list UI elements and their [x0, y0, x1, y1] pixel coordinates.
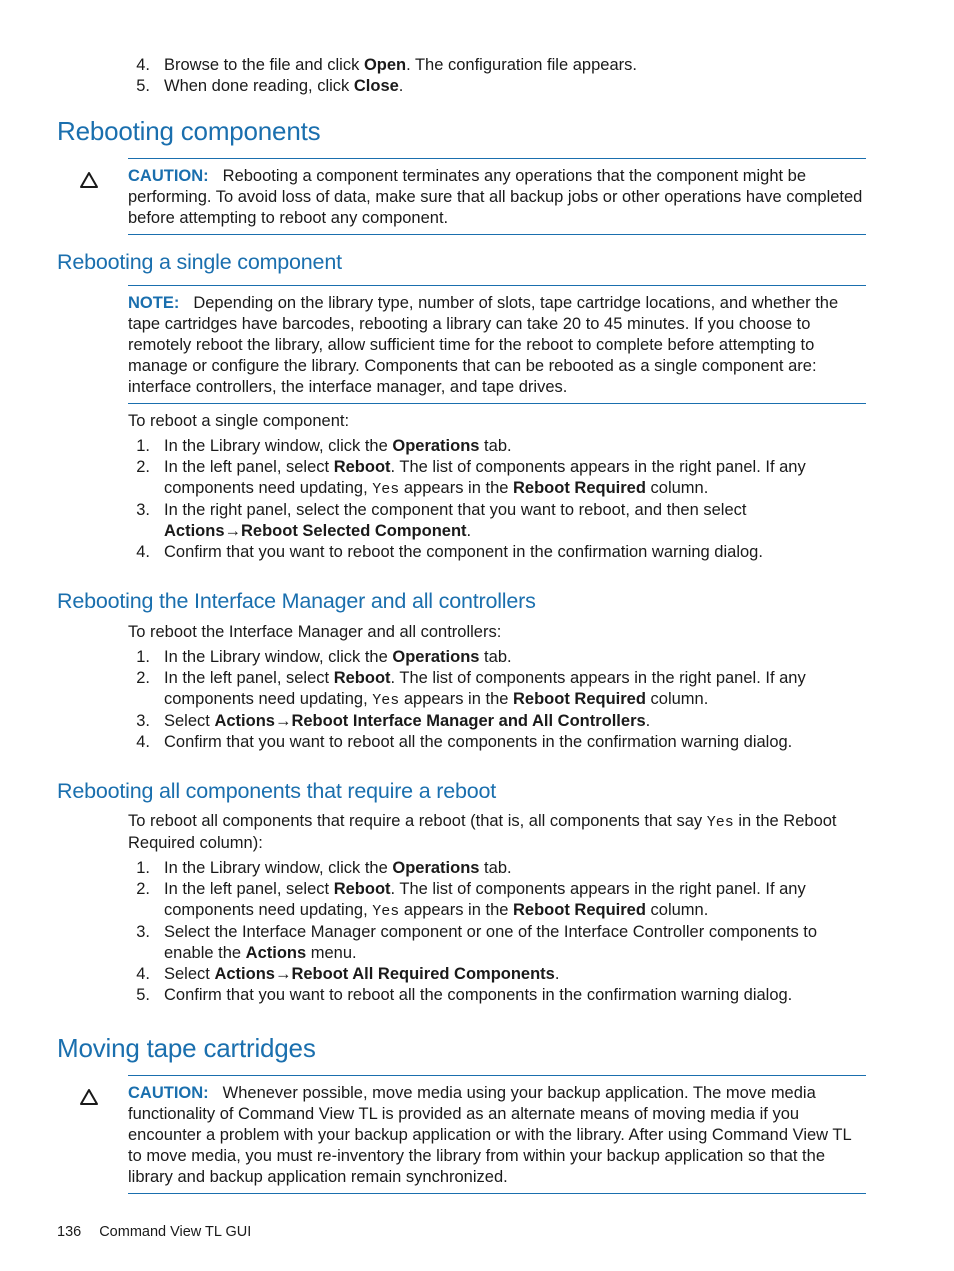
step-number: 3. — [136, 923, 150, 941]
list-item — [128, 922, 870, 964]
all-required-steps — [128, 858, 870, 1006]
step-text: menu. — [306, 944, 357, 962]
step-number: 3. — [136, 712, 150, 730]
step-number: 4. — [136, 733, 150, 751]
warning-triangle-icon — [79, 170, 99, 190]
list-item — [128, 542, 870, 563]
step-text: . — [466, 522, 472, 540]
caution-top-rule — [128, 158, 866, 159]
step-number: 2. — [136, 880, 150, 898]
step-text: In the Library window, click the — [164, 648, 393, 666]
code-value: Yes — [706, 814, 734, 831]
ui-term: Actions — [245, 944, 307, 962]
section-title-all-required: Rebooting all components that require a reboot — [57, 779, 497, 803]
ui-term: Actions — [164, 522, 225, 540]
list-item — [128, 732, 870, 753]
list-item — [128, 500, 870, 542]
ui-term: Reboot Required — [513, 690, 646, 708]
ui-term: Reboot Interface Manager and All Controllers — [291, 712, 646, 730]
step-text: In the left panel, select — [164, 458, 334, 476]
step-text: Browse to the file and click — [164, 56, 364, 74]
list-item — [128, 964, 870, 985]
step-text: appears in the — [399, 690, 514, 708]
code-value: Yes — [372, 481, 400, 498]
list-item — [128, 76, 870, 97]
list-item — [128, 436, 870, 457]
list-item — [128, 668, 870, 711]
step-text: tab. — [479, 437, 512, 455]
step-text: column. — [645, 901, 709, 919]
step-text: Confirm that you want to reboot the component in the confirmation warning dialog. — [164, 543, 763, 561]
note-label: NOTE: — [128, 294, 180, 312]
ui-term: Actions — [214, 965, 275, 983]
ui-term: Reboot Required — [513, 479, 646, 497]
step-text: In the left panel, select — [164, 669, 334, 687]
step-text: tab. — [479, 648, 512, 666]
step-number: 2. — [136, 458, 150, 476]
interface-manager-intro: To reboot the Interface Manager and all controllers: — [128, 623, 502, 641]
list-item — [128, 858, 870, 879]
ui-term: Open — [363, 56, 407, 74]
section-title-moving-tape-cartridges: Moving tape cartridges — [57, 1033, 316, 1063]
step-text: appears in the — [399, 479, 514, 497]
step-text: . The configuration file appears. — [406, 56, 637, 74]
note-top-rule — [128, 285, 866, 286]
ui-term: Operations — [392, 648, 480, 666]
step-text: column. — [645, 479, 709, 497]
ui-term: Reboot — [333, 458, 391, 476]
list-item — [128, 985, 870, 1006]
list-item — [128, 711, 870, 732]
step-text: → — [224, 522, 242, 540]
ui-term: Reboot Required — [513, 901, 646, 919]
ui-term: Reboot — [333, 669, 391, 687]
caution-label: CAUTION: — [128, 1084, 209, 1102]
step-text: column. — [645, 690, 709, 708]
caution-box-reboot — [128, 166, 868, 229]
single-component-steps — [128, 436, 870, 563]
ui-term: Operations — [392, 437, 480, 455]
ui-term: Reboot All Required Components — [291, 965, 555, 983]
step-text: Select — [164, 965, 215, 983]
step-number: 1. — [136, 648, 150, 666]
document-title: Command View TL GUI — [99, 1224, 252, 1240]
step-number: 2. — [136, 669, 150, 687]
single-component-intro: To reboot a single component: — [128, 412, 350, 430]
step-text: → — [274, 965, 292, 983]
step-text: . — [554, 965, 560, 983]
code-value: Yes — [372, 903, 400, 920]
section-title-rebooting-components: Rebooting components — [57, 116, 321, 146]
step-number: 5. — [136, 986, 150, 1004]
step-text: in the Reboot Required column): — [128, 812, 837, 852]
step-text: When done reading, click — [164, 77, 354, 95]
step-text: In the left panel, select — [164, 880, 334, 898]
step-number: 5. — [136, 77, 150, 95]
list-item — [128, 879, 870, 922]
step-number: 3. — [136, 501, 150, 519]
caution-label: CAUTION: — [128, 167, 209, 185]
step-text: Confirm that you want to reboot all the components in the confirmation warning dialog. — [164, 986, 793, 1004]
code-value: Yes — [372, 692, 400, 709]
step-number: 4. — [136, 965, 150, 983]
step-text: . The list of components appears in the right panel. If any components need updating, — [164, 669, 806, 708]
intro-steps-list — [128, 55, 870, 97]
step-text: In the right panel, select the component that you want to reboot, and then select — [164, 501, 747, 519]
page-footer — [57, 1222, 251, 1242]
ui-term: Reboot — [333, 880, 391, 898]
step-text: . The list of components appears in the right panel. If any components need updating, — [164, 458, 806, 497]
note-text: Depending on the library type, number of slots, tape cartridge locations, and whether the tape cartridges have barcodes, rebooting a library can take 20 to 45 minutes. If you choose to remotely reboot the library, allow sufficient time for the reboot to complete before attempting to manage or configure the library. Components that can be rebooted as a single component are: interface controllers, the interface manager, and tape drives. — [128, 294, 839, 396]
section-title-interface-manager: Rebooting the Interface Manager and all controllers — [57, 589, 536, 613]
step-text: → — [274, 712, 292, 730]
ui-term: Operations — [392, 859, 480, 877]
note-bottom-rule — [128, 403, 866, 404]
step-text: In the Library window, click the — [164, 437, 393, 455]
list-item — [128, 457, 870, 500]
caution-bottom-rule — [128, 234, 866, 235]
note-box-reboot-time — [128, 293, 868, 398]
warning-triangle-icon — [79, 1087, 99, 1107]
page-number: 136 — [57, 1224, 82, 1240]
step-text: . The list of components appears in the right panel. If any components need updating, — [164, 880, 806, 919]
interface-manager-steps — [128, 647, 870, 753]
ui-term: Actions — [214, 712, 275, 730]
section-title-single-component: Rebooting a single component — [57, 250, 342, 274]
caution2-bottom-rule — [128, 1193, 866, 1194]
step-text: appears in the — [399, 901, 514, 919]
caution2-top-rule — [128, 1075, 866, 1076]
ui-term: Close — [353, 77, 399, 95]
step-text: tab. — [479, 859, 512, 877]
step-number: 1. — [136, 859, 150, 877]
step-text: In the Library window, click the — [164, 859, 393, 877]
all-required-intro — [128, 811, 870, 854]
list-item — [128, 647, 870, 668]
step-text: To reboot all components that require a reboot (that is, all components that say — [128, 812, 707, 830]
step-number: 4. — [136, 543, 150, 561]
step-text: Confirm that you want to reboot all the components in the confirmation warning dialog. — [164, 733, 793, 751]
step-number: 4. — [136, 56, 150, 74]
caution-text: Rebooting a component terminates any operations that the component might be performing. To avoid loss of data, make sure that all backup jobs or other operations have completed before attempting to reboot any component. — [128, 167, 863, 227]
step-text: . — [398, 77, 404, 95]
list-item — [128, 55, 870, 76]
caution-box-moving-media — [128, 1083, 868, 1188]
step-number: 1. — [136, 437, 150, 455]
ui-term: Reboot Selected Component — [241, 522, 467, 540]
step-text: Select the Interface Manager component or one of the Interface Controller components to enable the — [164, 923, 818, 962]
caution-text: Whenever possible, move media using your backup application. The move media functionality of Command View TL is provided as an alternate means of moving media if you encounter a problem with your backup application or with the library. After using Command View TL to move media, you must re-inventory the library from within your backup application so that the library and backup application remain synchronized. — [128, 1084, 852, 1186]
step-text: . — [645, 712, 651, 730]
step-text: Select — [164, 712, 215, 730]
